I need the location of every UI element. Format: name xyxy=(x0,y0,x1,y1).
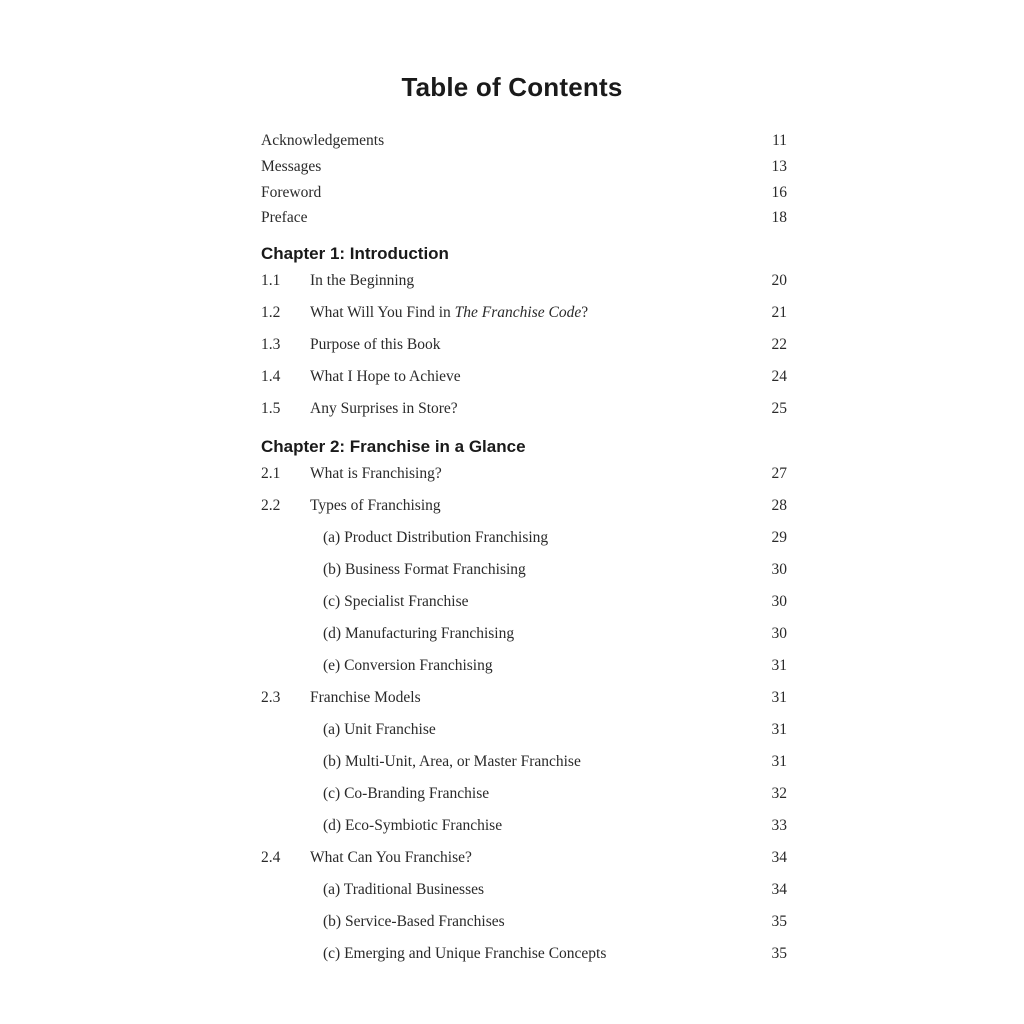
entry-page: 27 xyxy=(771,465,787,482)
toc-subentry xyxy=(261,590,787,614)
toc-entry xyxy=(261,462,787,486)
entry-page: 24 xyxy=(771,368,787,385)
entry-page: 22 xyxy=(771,336,787,353)
toc-subentry xyxy=(261,526,787,550)
entry-label: Preface xyxy=(261,209,308,226)
entry-page: 20 xyxy=(771,272,787,289)
toc-entry xyxy=(261,301,787,325)
entry-page: 31 xyxy=(771,657,787,674)
book-title-italic: The Franchise Code xyxy=(454,304,582,321)
entry-page: 31 xyxy=(771,753,787,770)
entry-label: (e) Conversion Franchising xyxy=(323,657,493,674)
entry-label: (c) Specialist Franchise xyxy=(323,593,469,610)
toc-subentry xyxy=(261,558,787,582)
toc-subentry xyxy=(261,910,787,934)
toc-entry xyxy=(261,269,787,293)
toc-entry xyxy=(261,206,787,230)
toc-subentry xyxy=(261,750,787,774)
toc-entry xyxy=(261,129,787,153)
entry-label: What is Franchising? xyxy=(310,465,442,482)
entry-number: 2.2 xyxy=(261,497,281,514)
entry-page: 18 xyxy=(771,209,787,226)
entry-page: 25 xyxy=(771,400,787,417)
entry-label: Foreword xyxy=(261,184,322,201)
entry-page: 35 xyxy=(771,945,787,962)
entry-page: 32 xyxy=(771,785,787,802)
entry-number: 1.4 xyxy=(261,368,281,385)
entry-label: (a) Product Distribution Franchising xyxy=(323,529,549,546)
toc-entry xyxy=(261,686,787,710)
chapter-heading: Chapter 1: Introduction xyxy=(261,244,449,263)
toc-subentry xyxy=(261,878,787,902)
entry-number: 1.3 xyxy=(261,336,281,353)
entry-number: 2.1 xyxy=(261,465,281,482)
entry-page: 16 xyxy=(771,184,787,201)
entry-page: 34 xyxy=(771,849,787,866)
entry-label: In the Beginning xyxy=(310,272,415,289)
toc-entry xyxy=(261,397,787,421)
entry-page: 34 xyxy=(771,881,787,898)
entry-label: (a) Unit Franchise xyxy=(323,721,436,738)
entry-page: 21 xyxy=(771,304,787,321)
entry-page: 31 xyxy=(771,721,787,738)
entry-page: 11 xyxy=(772,132,787,149)
entry-page: 30 xyxy=(771,593,787,610)
entry-number: 1.5 xyxy=(261,400,281,417)
entry-number: 2.3 xyxy=(261,689,281,706)
entry-label: Any Surprises in Store? xyxy=(310,400,458,417)
toc-subentry xyxy=(261,942,787,966)
entry-label: (c) Emerging and Unique Franchise Concepts xyxy=(323,945,607,962)
entry-number: 2.4 xyxy=(261,849,281,866)
entry-page: 30 xyxy=(771,561,787,578)
entry-page: 28 xyxy=(771,497,787,514)
entry-label: Purpose of this Book xyxy=(310,336,441,353)
entry-page: 13 xyxy=(771,158,787,175)
entry-label-suffix: ? xyxy=(581,304,589,321)
entry-label: (d) Manufacturing Franchising xyxy=(323,625,515,642)
entry-number: 1.2 xyxy=(261,304,281,321)
toc-subentry xyxy=(261,814,787,838)
entry-page: 33 xyxy=(771,817,787,834)
entry-page: 31 xyxy=(771,689,787,706)
toc-entry xyxy=(261,181,787,205)
entry-label: (a) Traditional Businesses xyxy=(323,881,485,898)
toc-subentry xyxy=(261,654,787,678)
entry-label xyxy=(310,301,588,325)
entry-page: 29 xyxy=(771,529,787,546)
entry-label: (d) Eco-Symbiotic Franchise xyxy=(323,817,503,834)
entry-label: Messages xyxy=(261,158,322,175)
toc-subentry xyxy=(261,718,787,742)
toc-entry xyxy=(261,365,787,389)
entry-label: (b) Multi-Unit, Area, or Master Franchise xyxy=(323,753,581,770)
entry-label: Acknowledgements xyxy=(261,132,385,149)
entry-label: (b) Service-Based Franchises xyxy=(323,913,505,930)
entry-label: What Can You Franchise? xyxy=(310,849,472,866)
toc-entry xyxy=(261,494,787,518)
toc-subentry xyxy=(261,622,787,646)
toc-entry xyxy=(261,333,787,357)
entry-label: (b) Business Format Franchising xyxy=(323,561,526,578)
entry-label: (c) Co-Branding Franchise xyxy=(323,785,490,802)
toc-entry xyxy=(261,846,787,870)
toc-entry xyxy=(261,155,787,179)
toc-subentry xyxy=(261,782,787,806)
entry-page: 35 xyxy=(771,913,787,930)
page-title: Table of Contents xyxy=(401,72,623,102)
chapter-heading: Chapter 2: Franchise in a Glance xyxy=(261,437,526,456)
entry-page: 30 xyxy=(771,625,787,642)
entry-label-prefix: What Will You Find in xyxy=(310,304,455,321)
entry-number: 1.1 xyxy=(261,272,281,289)
entry-label: Types of Franchising xyxy=(310,497,441,514)
entry-label: Franchise Models xyxy=(310,689,421,706)
entry-label: What I Hope to Achieve xyxy=(310,368,461,385)
